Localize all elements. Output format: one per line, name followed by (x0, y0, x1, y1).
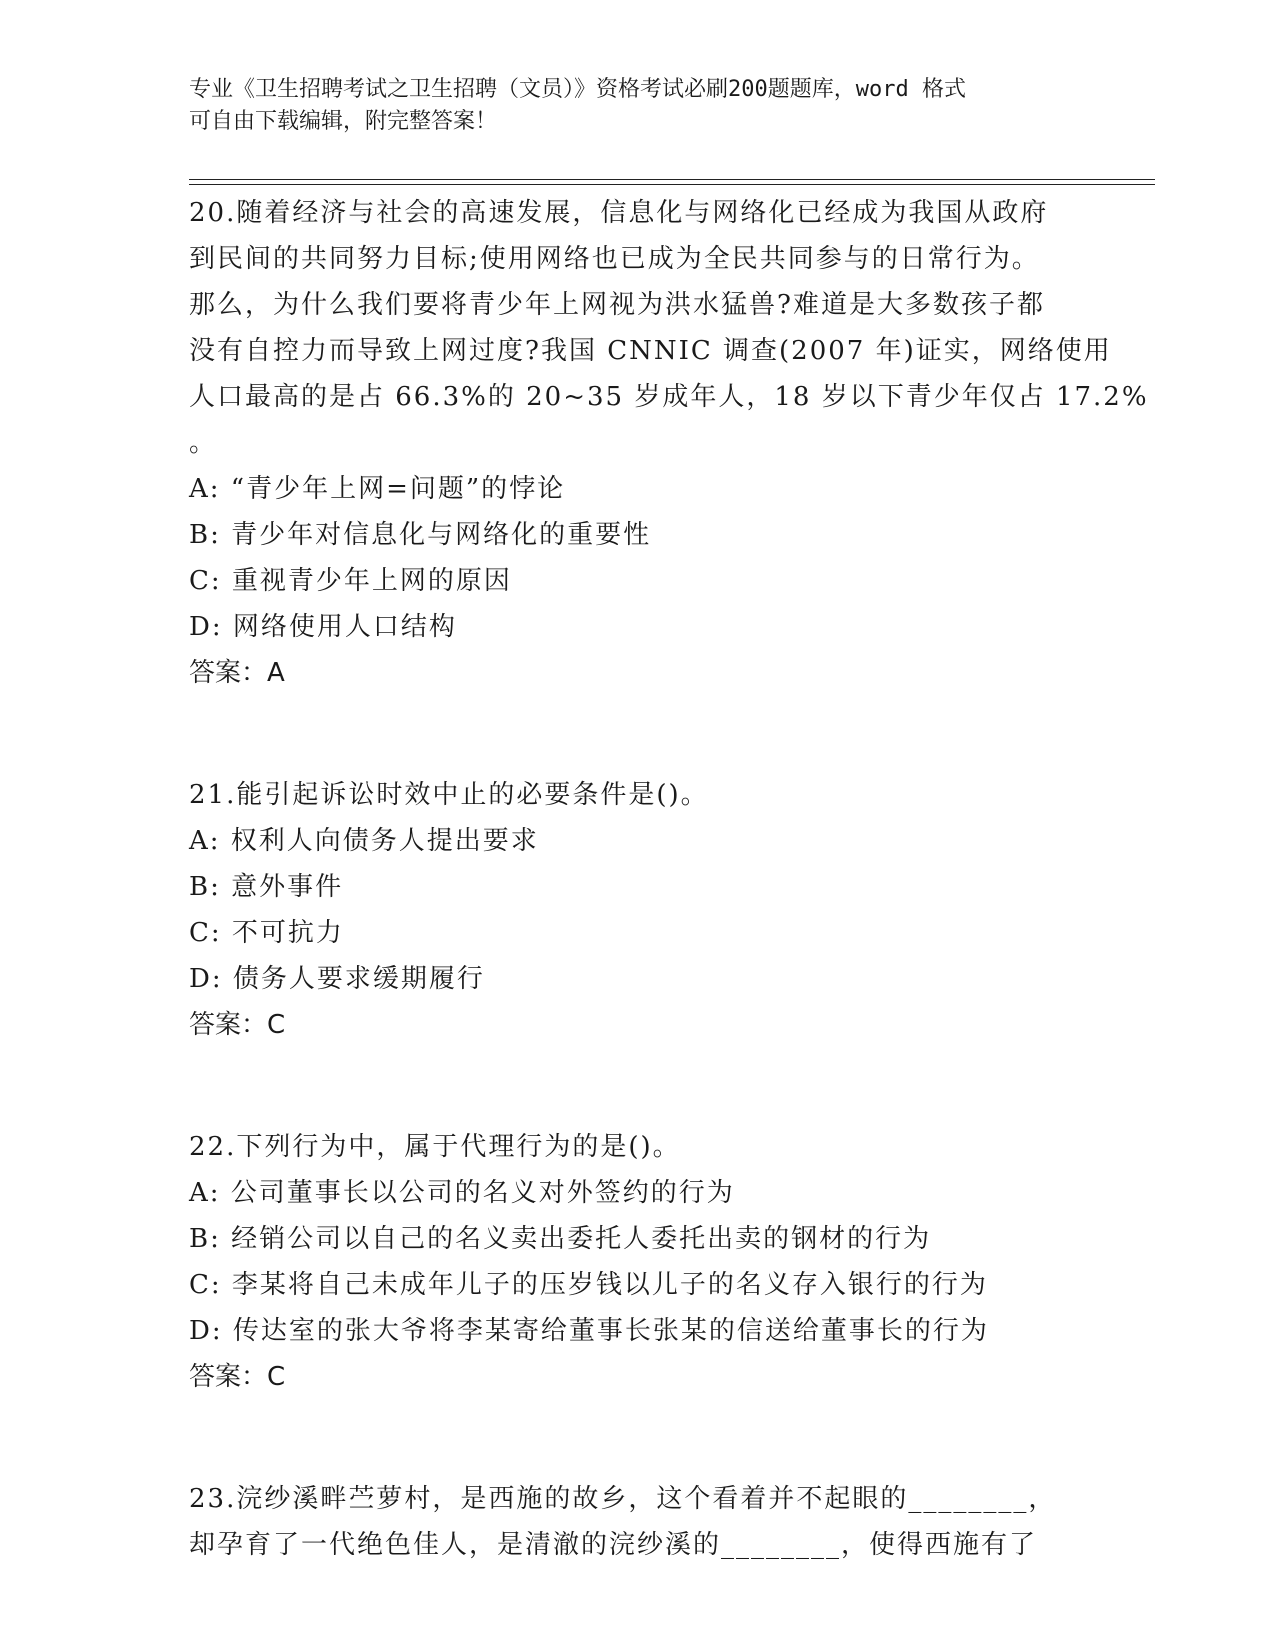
question-text-line: 人口最高的是占 66.3%的 20~35 岁成年人，18 岁以下青少年仅占 17.2% (189, 382, 1149, 412)
question-22 (189, 1124, 1089, 1400)
question-text-line: 。 (189, 428, 218, 458)
answer-label: 答案：C (189, 1362, 286, 1392)
question-text-line: 22.下列行为中，属于代理行为的是()。 (189, 1132, 681, 1162)
option-a: A: 公司董事长以公司的名义对外签约的行为 (189, 1178, 735, 1208)
option-a: A: 权利人向债务人提出要求 (189, 826, 539, 856)
question-text-line: 却孕育了一代绝色佳人，是清澈的浣纱溪的________，使得西施有了 (189, 1530, 1038, 1560)
header-line-1: 专业《卫生招聘考试之卫生招聘（文员）》资格考试必刷200题题库，word 格式 (189, 77, 966, 102)
spacer (189, 1048, 1089, 1124)
question-text-line: 21.能引起诉讼时效中止的必要条件是()。 (189, 780, 709, 810)
option-d: D: 债务人要求缓期履行 (189, 964, 485, 994)
header-divider-top (189, 179, 1155, 180)
option-c: C: 李某将自己未成年儿子的压岁钱以儿子的名义存入银行的行为 (189, 1270, 988, 1300)
option-b: B: 意外事件 (189, 872, 344, 902)
header-divider-bottom (189, 184, 1155, 185)
header-line-2: 可自由下载编辑，附完整答案！ (189, 109, 498, 134)
page-header (189, 74, 1089, 138)
option-b: B: 青少年对信息化与网络化的重要性 (189, 520, 652, 550)
answer-label: 答案：A (189, 658, 285, 688)
option-d: D: 网络使用人口结构 (189, 612, 457, 642)
spacer (189, 696, 1089, 772)
question-text-line: 那么，为什么我们要将青少年上网视为洪水猛兽?难道是大多数孩子都 (189, 290, 1045, 320)
question-text-line: 没有自控力而导致上网过度?我国 CNNIC 调查(2007 年)证实，网络使用 (189, 336, 1112, 366)
option-a: A: “青少年上网=问题”的悖论 (189, 474, 566, 504)
question-23 (189, 1476, 1089, 1568)
option-d: D: 传达室的张大爷将李某寄给董事长张某的信送给董事长的行为 (189, 1316, 989, 1346)
question-text-line: 23.浣纱溪畔苎萝村，是西施的故乡，这个看着并不起眼的________， (189, 1484, 1057, 1514)
option-c: C: 重视青少年上网的原因 (189, 566, 512, 596)
question-20 (189, 190, 1149, 696)
question-21 (189, 772, 1089, 1048)
option-b: B: 经销公司以自己的名义卖出委托人委托出卖的钢材的行为 (189, 1224, 932, 1254)
question-text-line: 20.随着经济与社会的高速发展，信息化与网络化已经成为我国从政府 (189, 198, 1049, 228)
spacer (189, 1400, 1089, 1476)
option-c: C: 不可抗力 (189, 918, 344, 948)
answer-label: 答案：C (189, 1010, 286, 1040)
question-list (189, 190, 1149, 1568)
question-text-line: 到民间的共同努力目标;使用网络也已成为全民共同参与的日常行为。 (189, 244, 1040, 274)
